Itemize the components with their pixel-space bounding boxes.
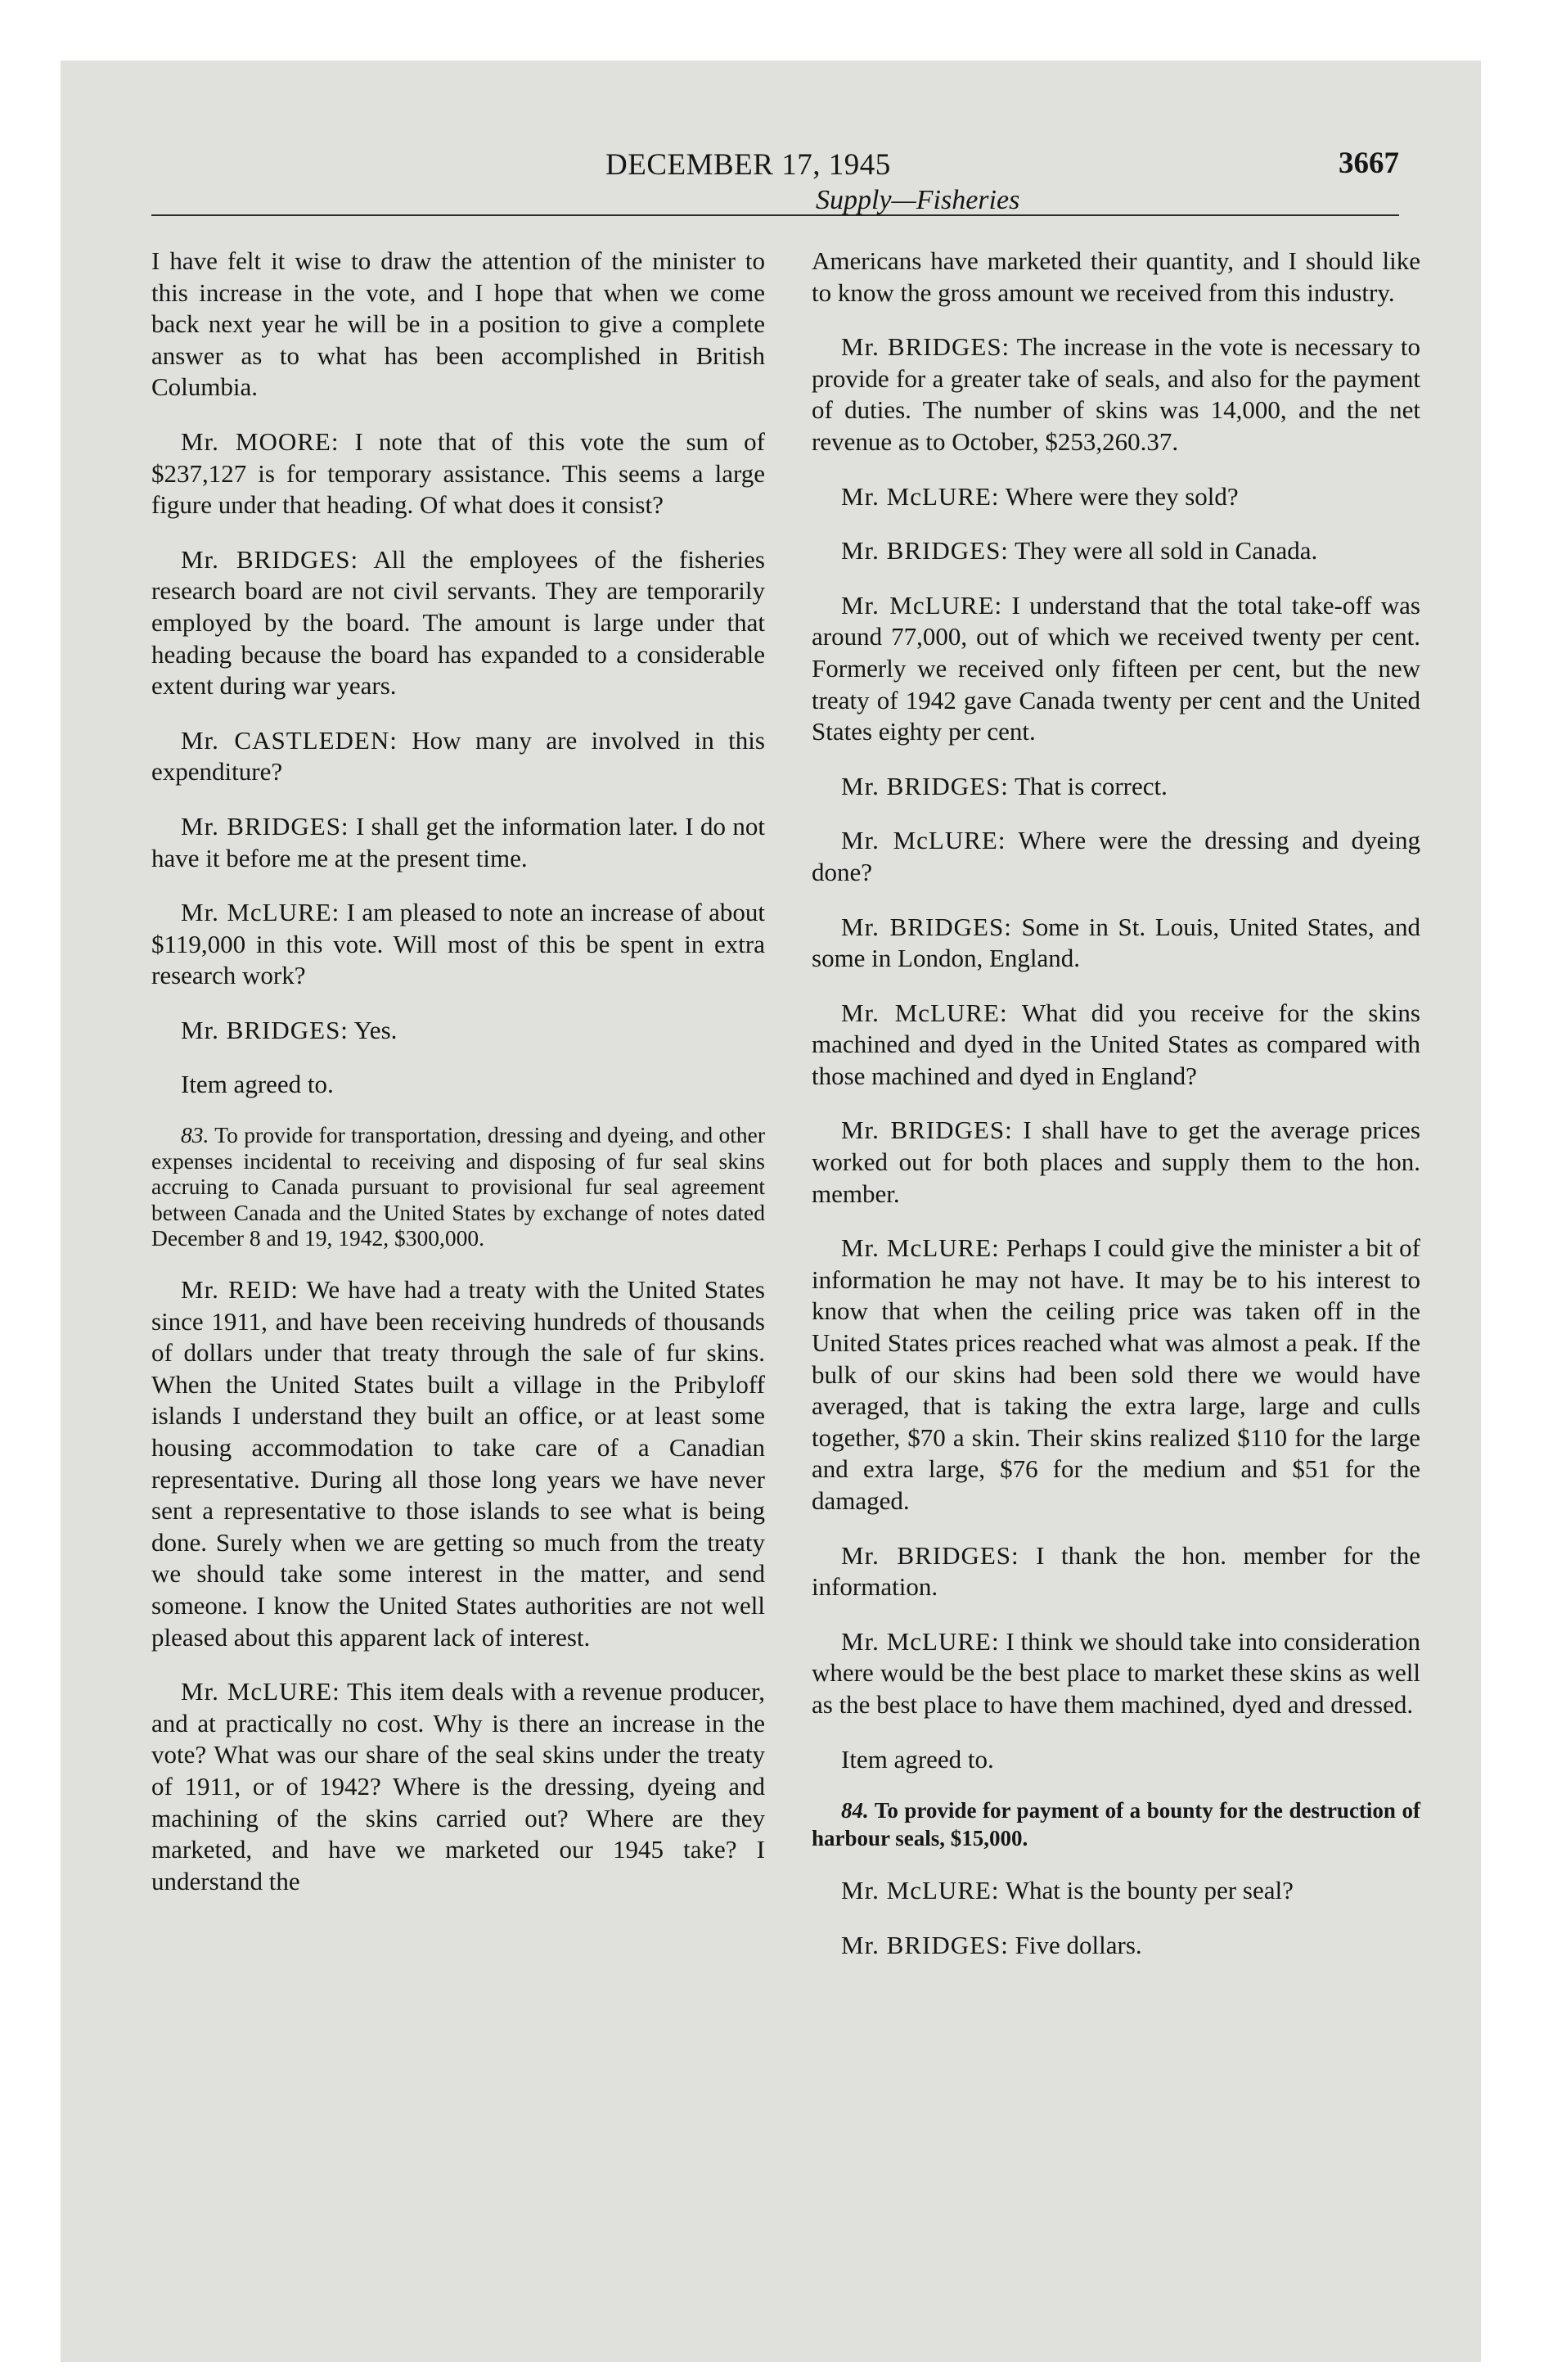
speaker-name: Mr. BRIDGES:: [841, 1540, 1019, 1570]
paragraph: Mr. BRIDGES: They were all sold in Canada.: [841, 536, 1318, 566]
right-column: [812, 246, 1420, 1984]
paragraph: Mr. MOORE: I note that of this vote the sum of $237,127 is for temporary assistance. This seems a large figure under that heading. Of what does it consist?: [151, 426, 765, 520]
estimate-item: 84. To provide for payment of a bounty for the destruction of harbour seals, $15,000.: [812, 1798, 1420, 1851]
paragraph: Mr. BRIDGES: I thank the hon. member for the information.: [812, 1540, 1421, 1602]
paragraph: Mr. McLURE: I think we should take into consideration where would be the best place to market these skins as well as the best place to have them machined, dyed and dressed.: [812, 1626, 1420, 1719]
paragraph: Mr. McLURE: I am pleased to note an increase of about $119,000 in this vote. Will most of this be spent in extra research work?: [151, 898, 765, 990]
speaker-name: Mr. McLURE:: [841, 826, 1006, 855]
speaker-name: Mr. BRIDGES:: [181, 1015, 349, 1044]
paragraph: Mr. BRIDGES: I shall have to get the average prices worked out for both places and supply them to the hon. member.: [812, 1116, 1420, 1208]
header-rule: [151, 214, 1399, 216]
paragraph: Mr. BRIDGES: That is correct.: [841, 771, 1168, 800]
paragraph: Mr. BRIDGES: Some in St. Louis, United States, and some in London, England.: [812, 912, 1421, 973]
speaker-name: Mr. CASTLEDEN:: [181, 725, 398, 755]
left-column: [151, 246, 765, 1920]
header-date: DECEMBER 17, 1945: [605, 148, 891, 182]
paragraph: Mr. McLURE: What is the bounty per seal?: [841, 1876, 1294, 1905]
speaker-name: Mr. BRIDGES:: [841, 332, 1010, 362]
page-header: [151, 142, 1399, 216]
paragraph: Mr. CASTLEDEN: How many are involved in this expenditure?: [151, 725, 765, 787]
speaker-name: Mr. McLURE:: [841, 1233, 1000, 1263]
speaker-name: Mr. McLURE:: [841, 590, 1003, 620]
item-agreed-note: Item agreed to.: [841, 1744, 994, 1774]
paragraph: Mr. McLURE: I understand that the total take-off was around 77,000, out of which we received twenty per cent. Formerly we received only fifteen per cent, but the new treaty of 1942 gave Canada twenty per cent and the United States eighty per cent.: [812, 590, 1420, 746]
speaker-name: Mr. MOORE:: [181, 426, 340, 456]
speaker-name: Mr. BRIDGES:: [841, 536, 1009, 566]
speaker-name: Mr. BRIDGES:: [841, 1930, 1009, 1959]
speaker-name: Mr. BRIDGES:: [181, 544, 359, 574]
paragraph: I have felt it wise to draw the attention of the minister to this increase in the vote, and I hope that when we come back next year he will be in a position to give a complete answer as to what has been accomplished in British Columbia.: [151, 246, 765, 402]
paragraph: Mr. REID: We have had a treaty with the United States since 1911, and have been receiving hundreds of thousands of dollars under that treaty through the sale of fur skins. When the United States built a village in the Pribyloff islands I understand they built an office, or at least some housing accommodation to take care of a Canadian representative. During all those long years we have never sent a representative to those islands to see what is being done. Surely when we are getting so much from the treaty we should take some interest in the matter, and send someone. I know the United States authorities are not well pleased about this apparent lack of interest.: [151, 1275, 765, 1652]
speaker-name: Mr. BRIDGES:: [841, 771, 1009, 800]
item-number: 83.: [181, 1122, 209, 1148]
paragraph: Mr. McLURE: Where were the dressing and dyeing done?: [812, 826, 1420, 886]
paragraph: Mr. McLURE: What did you receive for the skins machined and dyed in the United States as compared with those machined and dyed in England?: [812, 998, 1420, 1090]
item-number: 84.: [841, 1798, 869, 1823]
speaker-name: Mr. McLURE:: [841, 1626, 1000, 1656]
item-agreed-note: Item agreed to.: [181, 1070, 334, 1099]
paragraph: Americans have marketed their quantity, and I should like to know the gross amount we received from this industry.: [812, 246, 1420, 307]
paragraph: Mr. BRIDGES: Five dollars.: [841, 1930, 1142, 1959]
paragraph: Mr. McLURE: This item deals with a revenue producer, and at practically no cost. Why is there an increase in the vote? What was our share of the seal skins under the treaty of 1911, or of 1942? Where is the dressing, dyeing and machining of the skins carried out? Where are they marketed, and have we marketed our 1945 take? I understand the: [151, 1677, 765, 1895]
speaker-name: Mr. McLURE:: [841, 481, 1000, 511]
paragraph: Mr. BRIDGES: I shall get the information later. I do not have it before me at the present time.: [151, 811, 765, 872]
estimate-item: 83. To provide for transportation, dressing and dyeing, and other expenses incidental to receiving and disposing of fur seal skins accruing to Canada pursuant to provisional fur seal agreement between Canada and the United States by exchange of notes dated December 8 and 19, 1942, $300,000.: [151, 1122, 765, 1251]
header-page-number: 3667: [1339, 146, 1399, 180]
paragraph: Mr. McLURE: Perhaps I could give the minister a bit of information he may not have. It may be to his interest to know that when the ceiling price was taken off in the United States prices reached what was almost a peak. If the bulk of our skins had been sold there we would have averaged, that is taking the extra large, large and culls together, $70 a skin. Their skins realized $110 for the large and extra large, $76 for the medium and $51 for the damaged.: [812, 1233, 1420, 1515]
speaker-name: Mr. REID:: [181, 1275, 299, 1305]
header-section-title: Supply—Fisheries: [816, 185, 1020, 215]
speaker-name: Mr. McLURE:: [181, 898, 340, 927]
paragraph: Mr. BRIDGES: The increase in the vote is necessary to provide for a greater take of seals, and also for the payment of duties. The number of skins was 14,000, and the net revenue as to October, $253,260.37.: [812, 332, 1420, 456]
speaker-name: Mr. BRIDGES:: [841, 1116, 1013, 1145]
speaker-name: Mr. McLURE:: [181, 1677, 340, 1706]
speaker-name: Mr. BRIDGES:: [841, 912, 1012, 941]
speaker-name: Mr. McLURE:: [841, 998, 1008, 1027]
paragraph: Mr. McLURE: Where were they sold?: [841, 481, 1239, 511]
speaker-name: Mr. BRIDGES:: [181, 811, 349, 841]
paragraph: Mr. BRIDGES: All the employees of the fisheries research board are not civil servants. They are temporarily employed by the board. The amount is large under that heading because the board has expanded to a considerable extent during war years.: [151, 544, 765, 701]
speaker-name: Mr. McLURE:: [841, 1876, 1000, 1905]
paragraph: Mr. BRIDGES: Yes.: [181, 1015, 398, 1044]
